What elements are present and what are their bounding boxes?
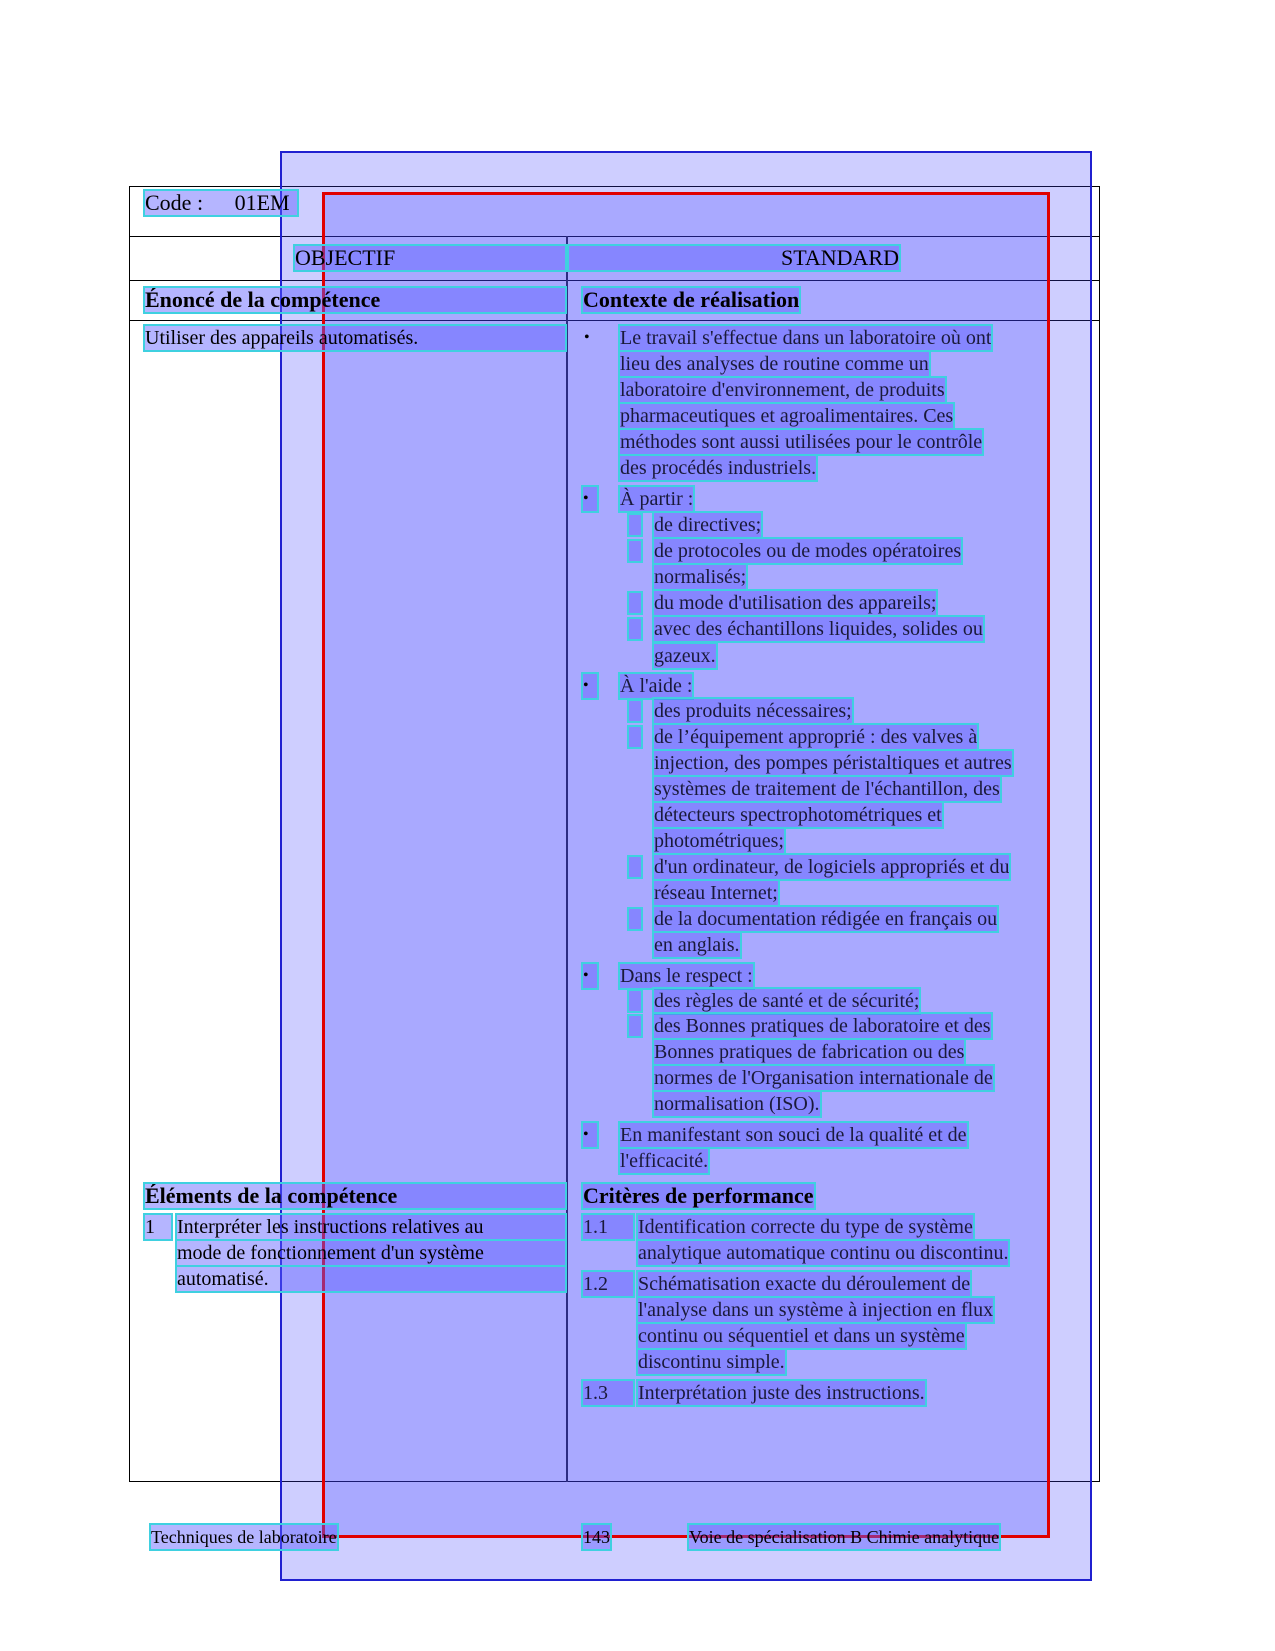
context-line: À l'aide : [620,675,693,697]
header-standard: STANDARD [568,245,900,271]
dash-icon [628,990,642,1012]
context-line: détecteurs spectrophotométriques et [654,804,942,826]
criterion-number: 1.1 [582,1214,634,1240]
context-line: laboratoire d'environnement, de produits [620,379,945,401]
criterion-line: Interprétation juste des instructions. [638,1382,925,1404]
context-line: Le travail s'effectue dans un laboratoire où ont [620,327,992,349]
criterion-line: continu ou séquentiel et dans un système [638,1325,965,1347]
context-line: normes de l'Organisation internationale de [654,1067,993,1089]
context-line: À partir : [620,488,694,510]
dash-icon [628,618,642,640]
element-line: Interpréter les instructions relatives au [176,1214,566,1240]
context-line: l'efficacité. [620,1150,709,1172]
criterion-number: 1.2 [582,1271,634,1297]
elements-heading: Éléments de la compétence [144,1183,566,1209]
enonce-heading: Énoncé de la compétence [144,287,566,313]
dash-icon [628,908,642,930]
criterion-line: discontinu simple. [638,1351,785,1373]
code-field [144,190,298,216]
footer-left: Techniques de laboratoire [150,1524,338,1550]
code-label: Code : [145,190,204,215]
context-line: de protocoles ou de modes opératoires [654,540,962,562]
bullet-icon: • [582,486,598,512]
context-line: de la documentation rédigée en français ou [654,908,998,930]
dash-icon [628,856,642,878]
element-number: 1 [144,1214,172,1240]
bullet-icon: • [582,963,598,989]
context-line: méthodes sont aussi utilisées pour le contrôle [620,431,983,453]
context-line: photométriques; [654,830,784,852]
criterion-line: l'analyse dans un système à injection en flux [638,1299,994,1321]
bullet-icon: • [582,673,598,699]
dash-icon [628,514,642,536]
bullet-icon: • [582,1122,598,1148]
context-line: normalisés; [654,566,747,588]
element-line: mode de fonctionnement d'un système [176,1240,566,1266]
context-line: systèmes de traitement de l'échantillon, des [654,778,1000,800]
context-line: de directives; [654,514,762,536]
context-line: du mode d'utilisation des appareils; [654,592,937,614]
code-value: 01EM [234,190,290,215]
context-line: Dans le respect : [620,965,753,987]
dash-icon [628,1015,642,1037]
header-objectif: OBJECTIF [294,245,566,271]
context-line: gazeux. [654,645,716,667]
context-line: lieu des analyses de routine comme un [620,353,929,375]
contexte-heading: Contexte de réalisation [583,287,800,312]
dash-icon [628,726,642,748]
dash-icon [628,700,642,722]
context-line: des procédés industriels. [620,457,817,479]
element-line: automatisé. [176,1266,566,1292]
criterion-line: Schématisation exacte du déroulement de [638,1273,971,1295]
context-line: de l’équipement approprié : des valves à [654,726,978,748]
enonce-text: Utiliser des appareils automatisés. [144,325,566,351]
context-line: réseau Internet; [654,882,778,904]
context-line: normalisation (ISO). [654,1093,820,1115]
criterion-number: 1.3 [582,1380,634,1406]
context-line: des produits nécessaires; [654,700,852,722]
criterion-line: analytique automatique continu ou discontinu. [638,1242,1009,1264]
dash-icon [628,592,642,614]
context-line: d'un ordinateur, de logiciels appropriés et du [654,856,1010,878]
criteres-heading: Critères de performance [583,1183,814,1208]
page-number: 143 [582,1524,611,1550]
context-line: des Bonnes pratiques de laboratoire et des [654,1015,991,1037]
context-line: en anglais. [654,934,740,956]
context-line: Bonnes pratiques de fabrication ou des [654,1041,965,1063]
context-line: injection, des pompes péristaltiques et autres [654,752,1012,774]
dash-icon [628,540,642,562]
context-line: pharmaceutiques et agroalimentaires. Ces [620,405,954,427]
footer-right: Voie de spécialisation B Chimie analytique [688,1524,1000,1550]
context-line: En manifestant son souci de la qualité et de [620,1124,967,1146]
criterion-line: Identification correcte du type de système [638,1216,973,1238]
context-line: avec des échantillons liquides, solides ou [654,618,983,640]
context-line: des règles de santé et de sécurité; [654,990,920,1012]
bullet-icon: • [584,329,590,346]
